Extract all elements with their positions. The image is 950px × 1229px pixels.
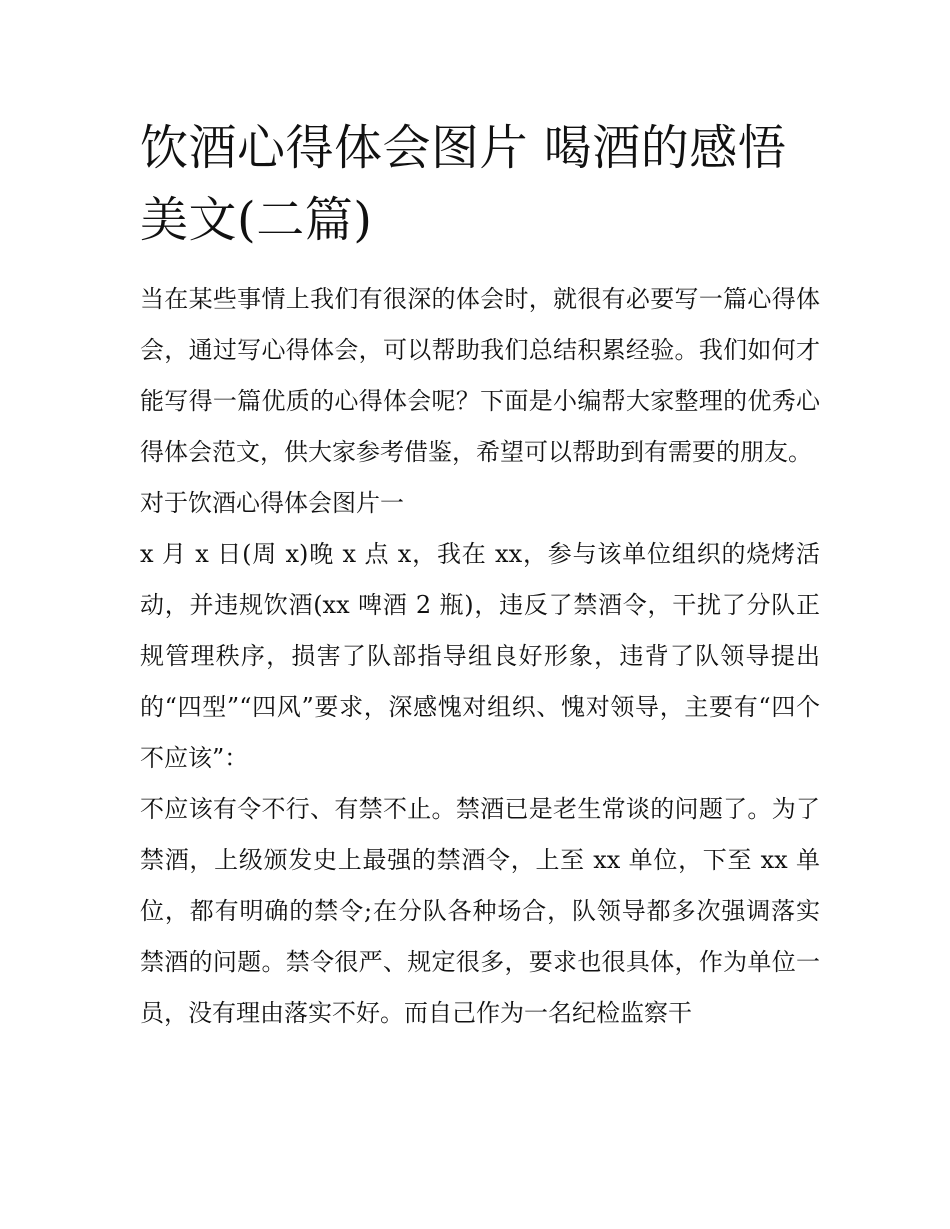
body-paragraph-reflection: 不应该有令不行、有禁不止。禁酒已是老生常谈的问题了。为了禁酒，上级颁发史上最强的禁酒令，上至 xx 单位，下至 xx 单位，都有明确的禁令;在分队各种场合，队领导都多次强调落实禁酒的问题。禁令很严、规定很多，要求也很具体，作为单位一员，没有理由落实不好。而自己作为一名纪检监察干 (140, 795, 820, 1027)
intro-paragraph: 当在某些事情上我们有很深的体会时，就很有必要写一篇心得体会，通过写心得体会，可以帮助我们总结积累经验。我们如何才能写得一篇优质的心得体会呢？下面是小编帮大家整理的优秀心得体会范文，供大家参考借鉴，希望可以帮助到有需要的朋友。 (140, 285, 820, 466)
body-paragraph-incident: x 月 x 日(周 x)晚 x 点 x，我在 xx，参与该单位组织的烧烤活动，并违规饮酒(xx 啤酒 2 瓶)，违反了禁酒令，干扰了分队正规管理秩序，损害了队部指导组良好形象，违背了队领导提出的“四型”“四风”要求，深感愧对组织、愧对领导，主要有“四个不应该”： (140, 540, 820, 772)
document-title: 饮酒心得体会图片 喝酒的感悟美文(二篇) (140, 120, 787, 248)
section-heading: 对于饮酒心得体会图片一 (140, 489, 404, 517)
document-page (140, 112, 820, 1039)
